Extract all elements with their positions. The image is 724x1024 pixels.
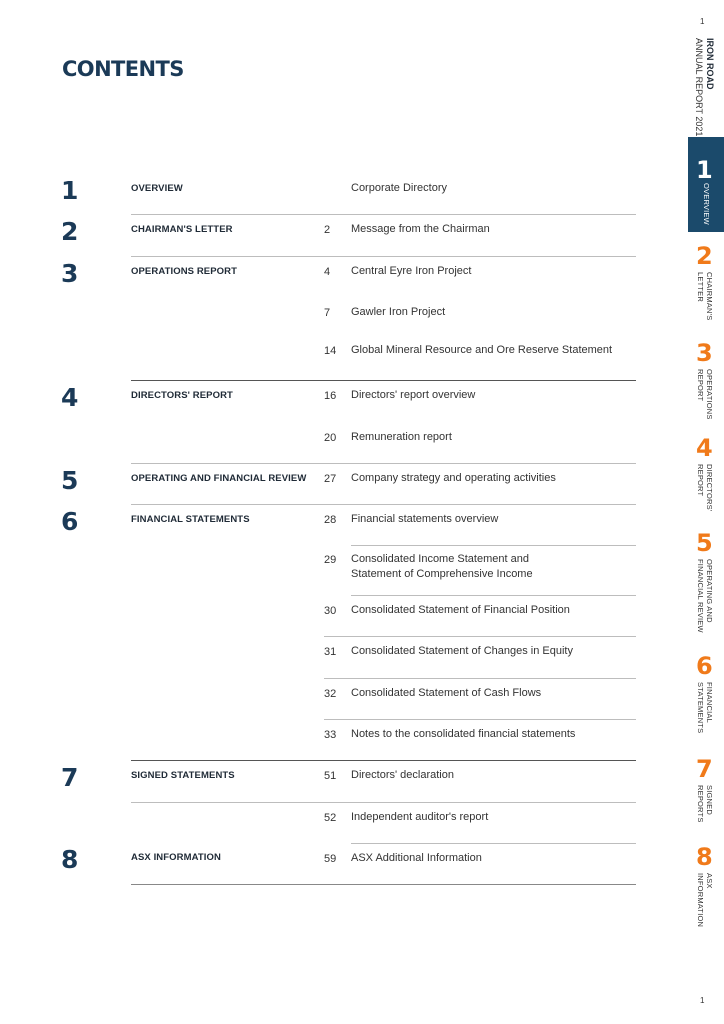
entry-page: 52 xyxy=(324,812,337,824)
side-tab-label[interactable]: OPERATING AND xyxy=(705,559,714,623)
divider xyxy=(351,595,636,596)
side-tab-number: 1 xyxy=(696,156,713,184)
entry-page: 33 xyxy=(324,729,337,741)
entry-title[interactable]: Consolidated Statement of Cash Flows xyxy=(351,687,542,699)
divider xyxy=(324,678,636,679)
entry-page: 20 xyxy=(324,432,337,444)
section-title: CHAIRMAN'S LETTER xyxy=(131,224,233,235)
side-tab-number[interactable]: 3 xyxy=(696,339,713,367)
entry-title[interactable]: Gawler Iron Project xyxy=(351,306,446,318)
side-tab-label[interactable]: ASX xyxy=(705,873,714,889)
section-title: OPERATIONS REPORT xyxy=(131,266,238,277)
divider xyxy=(131,760,636,761)
side-tab-label: OVERVIEW xyxy=(702,183,711,225)
entry-title[interactable]: Consolidated Statement of Changes in Equity xyxy=(351,645,573,657)
entry-page: 7 xyxy=(324,307,331,319)
section-number: 1 xyxy=(61,176,79,205)
page-title: CONTENTS xyxy=(62,57,184,81)
divider xyxy=(131,256,636,257)
side-tab-label[interactable]: CHAIRMAN'S xyxy=(705,272,714,321)
section-title: ASX INFORMATION xyxy=(131,852,221,863)
section-title: OVERVIEW xyxy=(131,183,183,194)
divider xyxy=(131,463,636,464)
entry-page: 59 xyxy=(324,853,337,865)
side-tab-label[interactable]: REPORT xyxy=(696,369,705,402)
side-tab-number[interactable]: 8 xyxy=(696,843,713,871)
side-tab-number[interactable]: 6 xyxy=(696,652,713,680)
entry-page: 31 xyxy=(324,646,337,658)
entry-page: 14 xyxy=(324,345,337,357)
side-tab-label[interactable]: OPERATIONS xyxy=(705,369,714,420)
divider xyxy=(324,719,636,720)
entry-title[interactable]: Company strategy and operating activities xyxy=(351,472,556,484)
entry-page: 51 xyxy=(324,770,337,782)
entry-title[interactable]: Directors' declaration xyxy=(351,769,454,781)
report-name: ANNUAL REPORT 2021 xyxy=(694,38,704,137)
entry-title[interactable]: Central Eyre Iron Project xyxy=(351,265,472,277)
entry-title[interactable]: Message from the Chairman xyxy=(351,223,490,235)
entry-page: 30 xyxy=(324,605,337,617)
divider xyxy=(351,843,636,844)
section-title: DIRECTORS' REPORT xyxy=(131,390,233,401)
divider xyxy=(324,636,636,637)
section-number: 4 xyxy=(61,383,79,412)
entry-page: 32 xyxy=(324,688,337,700)
entry-title[interactable]: Consolidated Income Statement and Statement of Comprehensive Income xyxy=(351,553,533,580)
side-tab-label[interactable]: LETTER xyxy=(696,272,705,302)
entry-title[interactable]: Directors' report overview xyxy=(351,389,476,401)
divider xyxy=(351,545,636,546)
divider xyxy=(131,884,636,885)
entry-page: 4 xyxy=(324,266,331,278)
entry-title[interactable]: Global Mineral Resource and Ore Reserve Statement xyxy=(351,344,613,356)
entry-page: 28 xyxy=(324,514,337,526)
side-tab-label[interactable]: STATEMENTS xyxy=(696,682,705,734)
divider xyxy=(131,214,636,215)
side-tab-overview[interactable] xyxy=(688,137,724,232)
section-number: 2 xyxy=(61,217,79,246)
footer-page-number: 1 xyxy=(700,996,705,1005)
entry-page: 16 xyxy=(324,390,337,402)
divider xyxy=(131,504,636,505)
entry-title[interactable]: Corporate Directory xyxy=(351,182,447,194)
entry-page: 2 xyxy=(324,224,331,236)
section-number: 3 xyxy=(61,259,79,288)
side-tab-number[interactable]: 4 xyxy=(696,434,713,462)
entry-title[interactable]: Consolidated Statement of Financial Position xyxy=(351,604,570,616)
side-tab-label[interactable]: DIRECTORS' xyxy=(705,464,714,512)
section-number: 6 xyxy=(61,507,79,536)
side-tab-label[interactable]: SIGNED xyxy=(705,785,714,815)
section-number: 7 xyxy=(61,763,79,792)
entry-title[interactable]: Remuneration report xyxy=(351,431,452,443)
side-tab-number[interactable]: 5 xyxy=(696,529,713,557)
side-tab-label[interactable]: INFORMATION xyxy=(696,873,705,928)
side-tab-number[interactable]: 2 xyxy=(696,242,713,270)
entry-title[interactable]: Notes to the consolidated financial statements xyxy=(351,728,576,740)
entry-title[interactable]: Financial statements overview xyxy=(351,513,499,525)
section-number: 8 xyxy=(61,845,79,874)
section-title: OPERATING AND FINANCIAL REVIEW xyxy=(131,473,307,484)
side-tab-label[interactable]: FINANCIAL xyxy=(705,682,714,723)
side-tab-label[interactable]: REPORT xyxy=(696,464,705,497)
side-tab-label[interactable]: FINANCIAL REVIEW xyxy=(696,559,705,633)
side-tab-label[interactable]: REPORTS xyxy=(696,785,705,823)
brand-name: IRON ROAD xyxy=(705,38,715,90)
side-tab-number[interactable]: 7 xyxy=(696,755,713,783)
divider xyxy=(131,802,636,803)
section-title: FINANCIAL STATEMENTS xyxy=(131,514,250,525)
section-title: SIGNED STATEMENTS xyxy=(131,770,235,781)
entry-title[interactable]: Independent auditor's report xyxy=(351,811,489,823)
page-number: 1 xyxy=(700,17,705,26)
section-number: 5 xyxy=(61,466,79,495)
divider xyxy=(131,380,636,381)
entry-page: 27 xyxy=(324,473,337,485)
entry-title[interactable]: ASX Additional Information xyxy=(351,852,482,864)
entry-page: 29 xyxy=(324,554,337,566)
